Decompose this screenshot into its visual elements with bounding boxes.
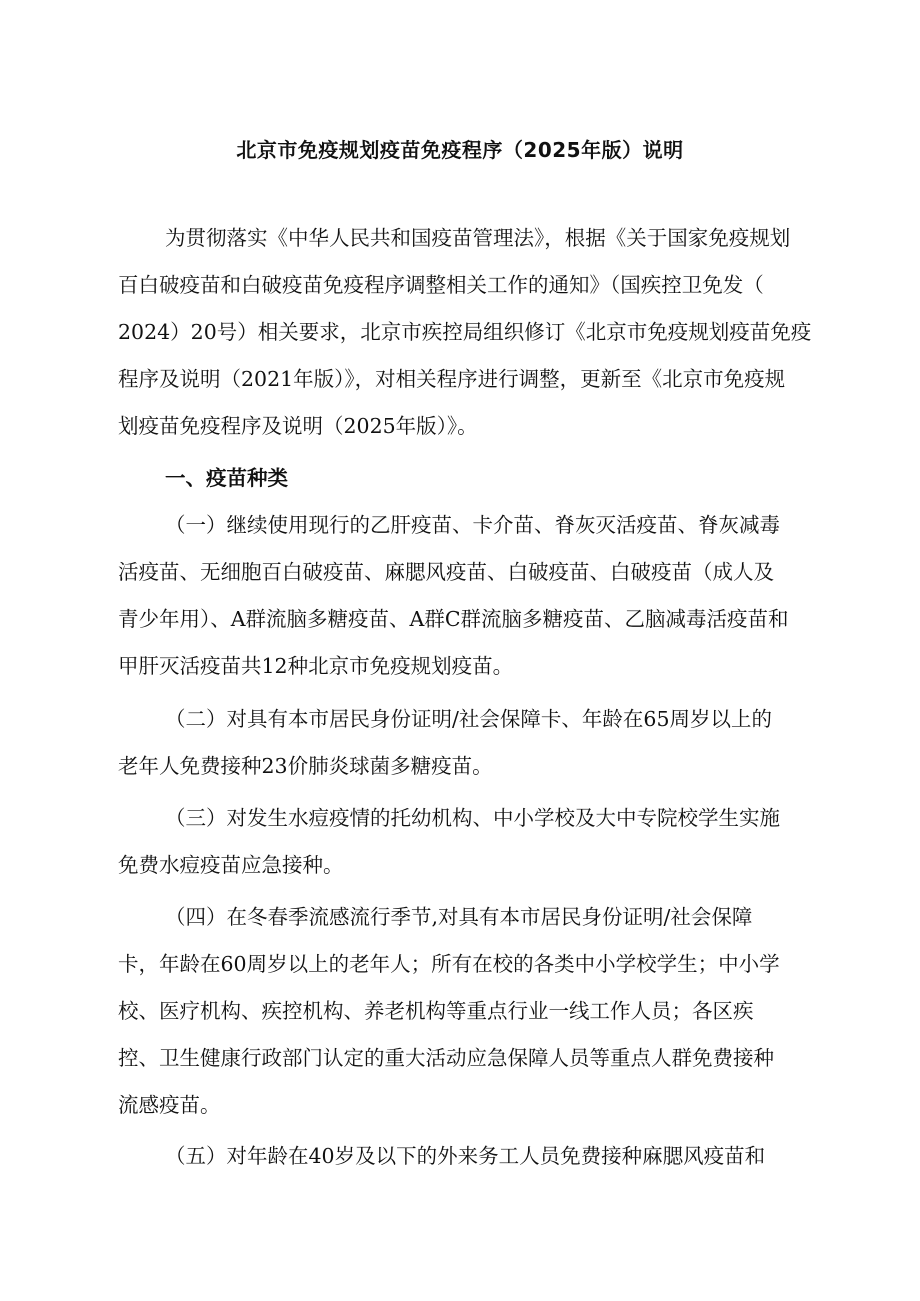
item2-line-1: （二）对具有本市居民身份证明/社会保障卡、年龄在65周岁以上的 — [165, 707, 772, 731]
item1-line-3: 青少年用）、A群流脑多糖疫苗、A群C群流脑多糖疫苗、乙脑减毒活疫苗和 — [118, 607, 789, 631]
item4-line-2: 卡，年龄在60周岁以上的老年人；所有在校的各类中小学校学生；中小学 — [118, 952, 780, 976]
item1-line-2: 活疫苗、无细胞百白破疫苗、麻腮风疫苗、白破疫苗、白破疫苗（成人及 — [118, 560, 774, 584]
item5-line-1: （五）对年龄在40岁及以下的外来务工人员免费接种麻腮风疫苗和 — [165, 1144, 766, 1168]
item2-line-2: 老年人免费接种23价肺炎球菌多糖疫苗。 — [118, 754, 493, 778]
item1-line-1: （一）继续使用现行的乙肝疫苗、卡介苗、脊灰灭活疫苗、脊灰减毒 — [165, 513, 780, 537]
intro-line-2: 百白破疫苗和白破疫苗免疫程序调整相关工作的通知》（国疾控卫免发（ — [118, 273, 764, 297]
section-heading-vaccine-types: 一、疫苗种类 — [165, 466, 288, 490]
item4-line-3: 校、医疗机构、疾控机构、养老机构等重点行业一线工作人员；各区疾 — [118, 999, 754, 1023]
item4-line-4: 控、卫生健康行政部门认定的重大活动应急保障人员等重点人群免费接种 — [118, 1046, 774, 1070]
intro-line-3: 2024）20号）相关要求，北京市疾控局组织修订《北京市免疫规划疫苗免疫 — [118, 320, 812, 344]
item3-line-2: 免费水痘疫苗应急接种。 — [118, 853, 344, 877]
intro-line-4: 程序及说明（2021年版）》，对相关程序进行调整，更新至《北京市免疫规 — [118, 367, 786, 391]
item4-line-1: （四）在冬春季流感流行季节,对具有本市居民身份证明/社会保障 — [165, 905, 753, 929]
item1-line-4: 甲肝灭活疫苗共12种北京市免疫规划疫苗。 — [118, 654, 514, 678]
item3-line-1: （三）对发生水痘疫情的托幼机构、中小学校及大中专院校学生实施 — [165, 806, 780, 830]
intro-line-5: 划疫苗免疫程序及说明（2025年版）》。 — [118, 414, 478, 438]
item4-line-5: 流感疫苗。 — [118, 1093, 221, 1117]
intro-line-1: 为贯彻落实《中华人民共和国疫苗管理法》，根据《关于国家免疫规划 — [165, 226, 791, 250]
document-title: 北京市免疫规划疫苗免疫程序（2025年版）说明 — [236, 138, 684, 162]
